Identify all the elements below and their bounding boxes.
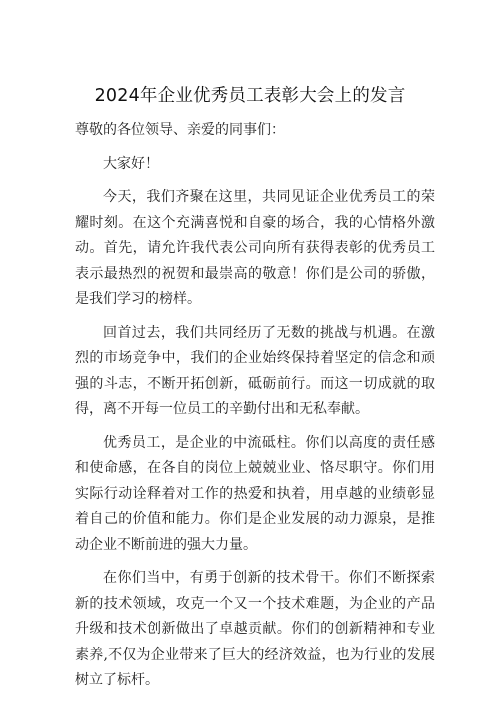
paragraph-review: 回首过去，我们共同经历了无数的挑战与机遇。在激烈的市场竞争中，我们的企业始终保持着坚定的信念和顽强的斗志，不断开拓创新，砥砺前行。而这一切成就的取得，离不开每一位员工的辛勤付出和无私奉献。 [75, 324, 435, 417]
paragraph-greeting: 大家好！ [103, 155, 159, 172]
paragraph-excellent-staff: 优秀员工，是企业的中流砥柱。你们以高度的责任感和使命感，在各自的岗位上兢兢业业、恪尽职守。你们用实际行动诠释着对工作的热爱和执着，用卓越的业绩彰显着自己的价值和能力。你们是企业发展的动力源泉，是推动企业不断前进的强大力量。 [75, 434, 435, 553]
document-body [75, 118, 435, 702]
salutation: 尊敬的各位领导、亲爱的同事们： [75, 122, 285, 138]
document-title: 2024年企业优秀员工表彰大会上的发言 [94, 86, 406, 106]
paragraph-opening: 今天，我们齐聚在这里，共同见证企业优秀员工的荣耀时刻。在这个充满喜悦和自豪的场合，我的心情格外激动。首先，请允许我代表公司向所有获得表彰的优秀员工表示最热烈的祝贺和最崇高的敬意！你们是公司的骄傲，是我们学习的榜样。 [75, 189, 435, 307]
paragraph-tech-backbone: 在你们当中，有勇于创新的技术骨干。你们不断探索新的技术领域，攻克一个又一个技术难题，为企业的产品升级和技术创新做出了卓越贡献。你们的创新精神和专业素养,不仅为企业带来了巨大的经济效益，也为行业的发展树立了标杆。 [75, 570, 435, 688]
